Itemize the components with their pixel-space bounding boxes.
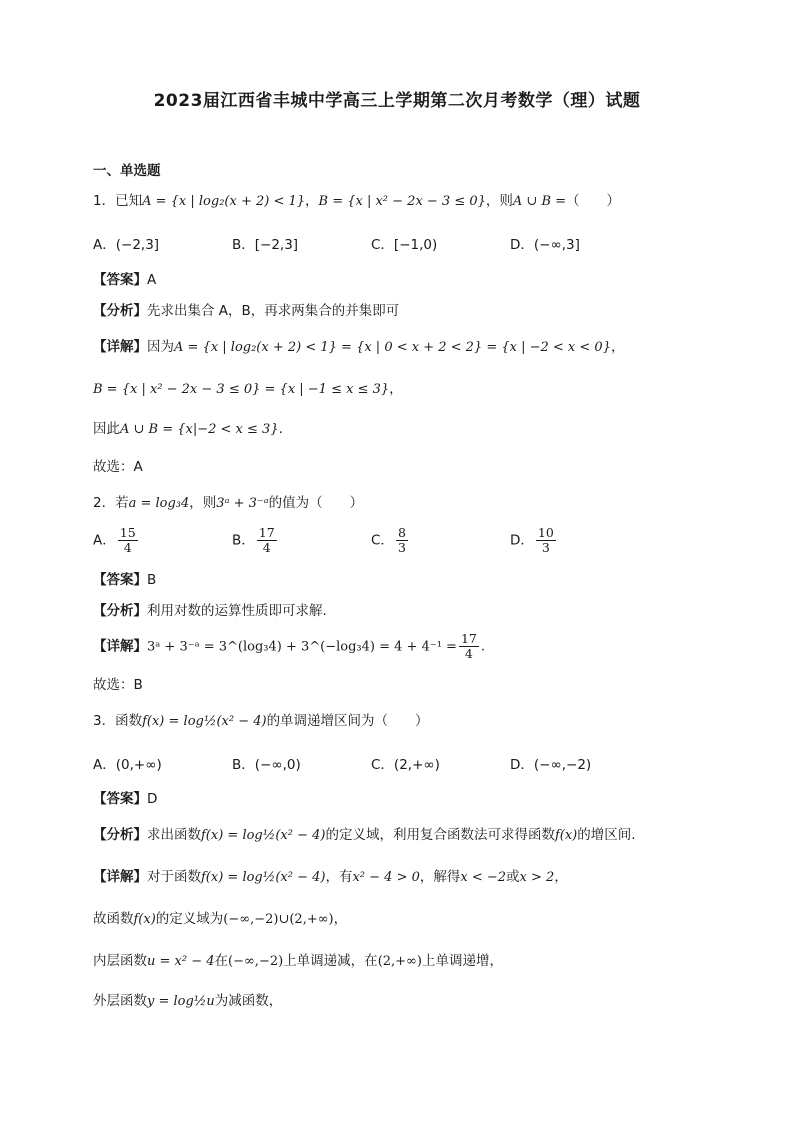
q3-stem (93, 712, 429, 731)
q1-option-a: A．(−2,3] (93, 237, 160, 253)
section-heading: 一、单选题 (93, 163, 161, 179)
q2-analysis-text: 利用对数的运算性质即可求解. (147, 603, 327, 619)
q3-analysis-pre: 求出函数 (147, 827, 201, 843)
q1-option-d: D．(−∞,3] (510, 237, 580, 253)
q1-detail-3: A ∪ B = {x|−2 < x ≤ 3} (120, 422, 279, 437)
q2-choose: 故选：B (93, 677, 143, 693)
q1-analysis-label: 【分析】 (93, 303, 147, 319)
q2-post: 的值为（ ） (268, 495, 364, 511)
q1-choose: 故选：A (93, 459, 143, 475)
q2-option-d-label: D． (510, 532, 534, 549)
q2-option-c (371, 526, 410, 555)
q3-detail-mid: ，有 (325, 869, 353, 885)
q3-detail-or: 或 (506, 869, 520, 885)
q2-option-b-den: 4 (262, 540, 271, 555)
q1-detail-line-1 (93, 338, 624, 357)
q1-detail-line-2 (93, 380, 403, 399)
q1-ask-post: （ ） (566, 193, 621, 209)
q3-detail-line-1 (93, 868, 568, 887)
q3-detail-sol1: x < −2 (460, 870, 507, 885)
q3-domain-mid: 的定义域为 (155, 911, 224, 927)
q3-detail-label: 【详解】 (93, 869, 147, 885)
q1-ask-expr: A ∪ B = (512, 194, 567, 209)
q2-detail (93, 632, 485, 661)
q2-prefix: 2．若 (93, 495, 129, 511)
q3-analysis (93, 826, 636, 845)
q2-option-b-label: B． (232, 532, 255, 549)
q3-inner-post: 上单调递增， (421, 953, 503, 969)
q2-option-c-label: C． (371, 532, 394, 549)
q3-answer (93, 790, 157, 808)
q3-inner-mid: 在 (214, 953, 229, 969)
q2-option-d-fraction (536, 526, 556, 555)
q3-analysis-mid: 的定义域，利用复合函数法可求得函数 (325, 827, 555, 843)
q1-detail-3-post: . (278, 421, 283, 437)
q3-detail-cond: x² − 4 > 0 (352, 870, 420, 885)
q1-answer-label: 【答案】 (93, 272, 147, 288)
q2-stem (93, 494, 363, 513)
q2-option-c-num: 8 (397, 525, 406, 540)
q2-detail-den: 4 (464, 646, 473, 661)
q1-analysis (93, 302, 399, 320)
q3-detail-post: ， (554, 869, 568, 885)
q2-option-a-label: A． (93, 532, 116, 549)
q1-answer-value: A (147, 272, 157, 288)
q2-detail-post: . (480, 638, 486, 655)
q2-analysis (93, 602, 327, 620)
q2-option-a-num: 15 (119, 525, 136, 540)
q1-ask-pre: ，则 (485, 193, 513, 209)
q2-detail-num: 17 (460, 631, 477, 646)
q3-inner-int1: (−∞,−2) (228, 954, 284, 969)
q3-option-d: D．(−∞,−2) (510, 757, 592, 773)
q2-option-d-num: 10 (537, 525, 554, 540)
q3-answer-value: D (147, 791, 158, 807)
q3-option-a: A．(0,+∞) (93, 757, 162, 773)
q3-inner-mid2: 上单调递减，在 (283, 953, 378, 969)
q2-option-b-num: 17 (258, 525, 275, 540)
q3-detail-sol2: x > 2 (519, 870, 555, 885)
q3-domain-line (93, 910, 347, 929)
q3-outer-expr: y = log½u (147, 994, 215, 1009)
q2-option-d-den: 3 (541, 540, 550, 555)
q3-detail-mid2: ，解得 (419, 869, 461, 885)
q2-detail-label: 【详解】 (93, 638, 147, 655)
q3-analysis-func: f(x) = log½(x² − 4) (201, 828, 326, 843)
q2-expr: a = log₃4 (128, 496, 190, 511)
q1-sep: ， (305, 193, 319, 209)
q2-option-a-den: 4 (123, 540, 132, 555)
q2-detail-fraction (459, 632, 479, 661)
q2-option-c-den: 3 (397, 540, 406, 555)
q2-analysis-label: 【分析】 (93, 603, 147, 619)
q3-inner-int2: (2,+∞) (377, 954, 422, 969)
q2-option-c-fraction (396, 526, 408, 555)
q3-post: 的单调递增区间为（ ） (266, 713, 429, 729)
q3-inner-expr: u = x² − 4 (147, 954, 215, 969)
q1-detail-3-pre: 因此 (93, 421, 120, 437)
q3-inner-pre: 内层函数 (93, 953, 147, 969)
q1-detail-label: 【详解】 (93, 339, 147, 355)
q3-option-b: B．(−∞,0) (232, 757, 301, 773)
document-title: 2023届江西省丰城中学高三上学期第二次月考数学（理）试题 (153, 91, 641, 111)
q3-inner-line (93, 952, 503, 971)
q3-answer-label: 【答案】 (93, 791, 147, 807)
q1-detail-1: A = {x | log₂(x + 2) < 1} = {x | 0 < x + 2 < 2} = {x | −2 < x < 0} (174, 340, 611, 355)
q3-analysis-label: 【分析】 (93, 827, 147, 843)
q2-mid: ，则 (189, 495, 217, 511)
q2-answer-label: 【答案】 (93, 572, 147, 588)
q1-detail-2-post: ， (389, 381, 403, 397)
q3-option-c: C．(2,+∞) (371, 757, 440, 773)
q1-analysis-text: 先求出集合 A，B，再求两集合的并集即可 (147, 303, 400, 319)
q2-answer (93, 571, 156, 589)
q1-stem (93, 192, 620, 211)
q3-outer-pre: 外层函数 (93, 993, 147, 1009)
q3-domain-pre: 故函数 (93, 911, 134, 927)
q3-outer-line (93, 992, 282, 1011)
q3-domain-expr: (−∞,−2)∪(2,+∞) (223, 912, 334, 927)
q1-prefix: 1．已知 (93, 193, 143, 209)
q3-prefix: 3．函数 (93, 713, 143, 729)
q1-option-c: C．[−1,0) (371, 237, 438, 253)
q2-option-a (93, 526, 140, 555)
q2-option-d (510, 526, 558, 555)
q2-answer-value: B (147, 572, 157, 588)
q2-option-b (232, 526, 279, 555)
q2-option-a-fraction (118, 526, 138, 555)
q2-expr2: 3ᵃ + 3⁻ᵃ (216, 496, 269, 511)
q2-option-b-fraction (257, 526, 277, 555)
q1-detail-line-3 (93, 420, 283, 439)
q2-detail-expr: 3ᵃ + 3⁻ᵃ = 3^(log₃4) + 3^(−log₃4) = 4 + 4⁻¹ = (147, 639, 457, 655)
q3-analysis-fx: f(x) (554, 828, 578, 843)
q3-analysis-post: 的增区间. (577, 827, 636, 843)
q3-detail-func: f(x) = log½(x² − 4) (201, 870, 326, 885)
q1-setB: B = {x | x² − 2x − 3 ≤ 0} (318, 194, 486, 209)
q3-detail-pre: 对于函数 (147, 869, 201, 885)
q3-domain-post: ， (333, 911, 348, 927)
q1-detail-pre: 因为 (147, 339, 174, 355)
q3-func: f(x) = log½(x² − 4) (142, 714, 267, 729)
q1-setA: A = {x | log₂(x + 2) < 1} (142, 194, 306, 209)
q1-detail-1-post: ， (610, 339, 625, 355)
q1-answer (93, 271, 156, 289)
q1-detail-2: B = {x | x² − 2x − 3 ≤ 0} = {x | −1 ≤ x ≤ 3} (93, 382, 390, 397)
q3-domain-fx: f(x) (133, 912, 156, 927)
q1-option-b: B．[−2,3] (232, 237, 299, 253)
q3-outer-post: 为减函数， (214, 993, 283, 1009)
